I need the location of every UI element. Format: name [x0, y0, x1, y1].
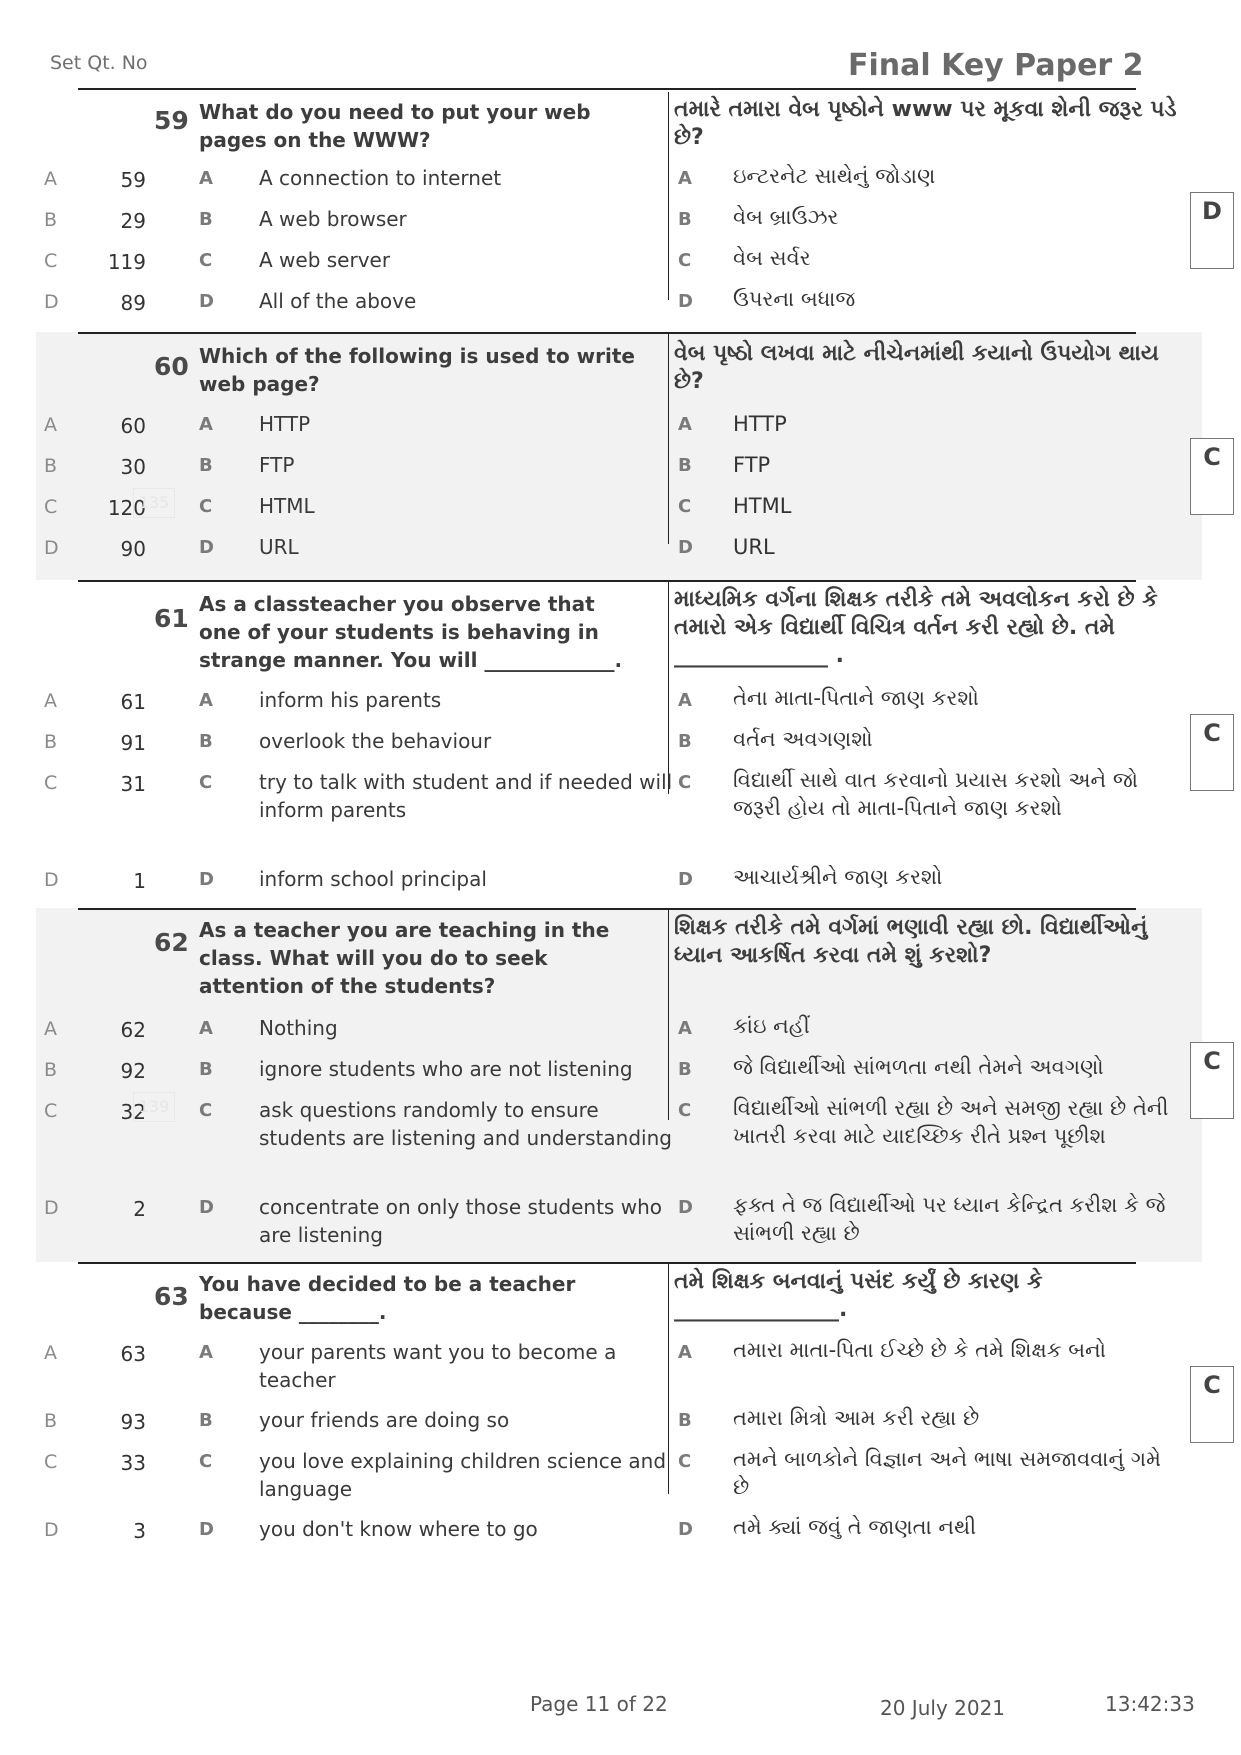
option-letter: D: [199, 291, 214, 312]
option-text-gu: તમારા માતા-પિતા ઈચ્છે છે કે તમે શિક્ષક બનો: [733, 1338, 1106, 1362]
option-letter: C: [199, 772, 213, 793]
set-question-number: 120: [107, 496, 146, 520]
question-rule: [78, 332, 1136, 334]
option-text-en: try to talk with student and if needed will inform parents: [259, 770, 673, 822]
set-label: B: [44, 209, 58, 231]
set-question-number: 2: [133, 1197, 146, 1221]
option-letter: D: [199, 869, 214, 890]
answer-key-box: [1190, 714, 1234, 791]
set-label: C: [44, 1100, 58, 1122]
question-block: [36, 1262, 1221, 1562]
set-question-number: 30: [120, 455, 146, 479]
option-letter: C: [199, 496, 213, 517]
set-qt-no-label: Set Qt. No: [50, 52, 148, 74]
question-text-en: You have decided to be a teacher because ________.: [199, 1272, 576, 1324]
option-letter-gu: A: [678, 690, 692, 711]
option-text-en: FTP: [259, 453, 295, 477]
option-text-en: All of the above: [259, 289, 417, 313]
question-number: 63: [154, 1282, 189, 1311]
question-rule: [78, 1262, 1136, 1264]
page-title: Final Key Paper 2: [848, 48, 1144, 83]
set-label: D: [44, 537, 59, 559]
option-letter-gu: C: [678, 772, 692, 793]
option-letter: B: [199, 731, 213, 752]
question-text-gu: તમે શિક્ષક બનવાનું પસંદ કર્યું છે કારણ કે _______________.: [674, 1269, 1043, 1322]
set-question-number: 93: [120, 1410, 146, 1434]
option-letter-gu: A: [678, 1018, 692, 1039]
option-letter: B: [199, 1410, 213, 1431]
option-letter-gu: C: [678, 1451, 692, 1472]
answer-key-box: [1190, 1366, 1234, 1443]
set-question-number: 31: [120, 772, 146, 796]
faint-number: 139: [133, 1092, 175, 1122]
footer-time: 13:42:33: [1105, 1692, 1195, 1716]
question-text-gu: શિક્ષક તરીકે તમે વર્ગમાં ભણાવી રહ્યા છો. વિદ્યાર્થીઓનું ધ્યાન આકર્ષિત કરવા તમે શું કરશો?: [674, 915, 1148, 968]
option-text-gu: ઉપરના બધાજ: [733, 287, 856, 311]
question-block: [36, 90, 1222, 332]
option-text-gu: વેબ બ્રાઉઝર: [733, 205, 839, 229]
option-letter: B: [199, 1059, 213, 1080]
option-letter-gu: A: [678, 414, 692, 435]
question-block: [36, 332, 1221, 580]
set-question-number: 63: [120, 1342, 146, 1366]
question-number: 62: [154, 928, 189, 957]
set-label: D: [44, 1519, 59, 1541]
set-label: A: [44, 168, 57, 190]
answer-key: C: [1203, 443, 1221, 471]
set-question-number: 119: [107, 250, 146, 274]
answer-key: C: [1203, 719, 1221, 747]
faint-number: 135: [133, 488, 175, 518]
set-label: A: [44, 690, 57, 712]
option-letter-gu: D: [678, 1519, 693, 1540]
option-letter-gu: D: [678, 869, 693, 890]
answer-key-box: [1190, 1042, 1234, 1119]
question-block: [36, 580, 1221, 908]
option-text-en: HTML: [259, 494, 315, 518]
option-letter: D: [199, 537, 214, 558]
option-letter-gu: B: [678, 1059, 692, 1080]
set-question-number: 62: [120, 1018, 146, 1042]
question-text-gu: તમારે તમારા વેબ પૃષ્ઠોને www પર મૂકવા શેની જરૂર પડે છે?: [674, 97, 1177, 150]
set-label: A: [44, 1018, 57, 1040]
set-label: A: [44, 1342, 57, 1364]
option-letter-gu: D: [678, 291, 693, 312]
option-letter: C: [199, 250, 213, 271]
option-text-gu: ઇન્ટરનેટ સાથેનું જોડાણ: [733, 164, 936, 188]
question-rule: [78, 908, 1136, 910]
option-text-en: ask questions randomly to ensure students are listening and understanding: [259, 1098, 672, 1150]
option-letter: A: [199, 690, 213, 711]
set-question-number: 61: [120, 690, 146, 714]
set-question-number: 89: [120, 291, 146, 315]
option-text-en: A web browser: [259, 207, 407, 231]
option-text-gu: તેના માતા-પિતાને જાણ કરશો: [733, 686, 979, 710]
option-text-en: A web server: [259, 248, 391, 272]
option-text-en: A connection to internet: [259, 166, 502, 190]
page-number: Page 11 of 22: [530, 1692, 668, 1716]
option-letter-gu: B: [678, 209, 692, 230]
option-text-gu: URL: [733, 535, 775, 559]
option-letter: A: [199, 1342, 213, 1363]
option-letter: C: [199, 1100, 213, 1121]
set-question-number: 91: [120, 731, 146, 755]
set-label: D: [44, 291, 59, 313]
set-label: C: [44, 496, 58, 518]
option-text-gu: FTP: [733, 453, 771, 477]
option-text-gu: વેબ સર્વર: [733, 246, 811, 270]
option-letter-gu: A: [678, 168, 692, 189]
question-block: [36, 908, 1221, 1262]
option-letter-gu: B: [678, 455, 692, 476]
set-question-number: 33: [120, 1451, 146, 1475]
option-text-en: your friends are doing so: [259, 1408, 510, 1432]
set-label: C: [44, 1451, 58, 1473]
question-number: 59: [154, 106, 189, 135]
set-question-number: 92: [120, 1059, 146, 1083]
set-label: C: [44, 772, 58, 794]
option-text-en: Nothing: [259, 1016, 338, 1040]
option-letter: B: [199, 455, 213, 476]
option-text-en: you don't know where to go: [259, 1517, 538, 1541]
footer-date: 20 July 2021: [880, 1696, 1006, 1720]
option-letter: A: [199, 414, 213, 435]
option-letter-gu: B: [678, 731, 692, 752]
option-text-gu: કાંઇ નહીં: [733, 1014, 810, 1038]
option-text-gu: ફક્ત તે જ વિદ્યાર્થીઓ પર ધ્યાન કેન્દ્રિત કરીશ કે જે સાંભળી રહ્યા છે: [733, 1193, 1166, 1245]
option-letter-gu: B: [678, 1410, 692, 1431]
option-letter: D: [199, 1197, 214, 1218]
option-letter-gu: A: [678, 1342, 692, 1363]
option-text-en: HTTP: [259, 412, 311, 436]
option-letter-gu: C: [678, 250, 692, 271]
option-text-gu: આચાર્યશ્રીને જાણ કરશો: [733, 865, 943, 889]
option-text-en: you love explaining children science and language: [259, 1449, 667, 1501]
option-letter-gu: D: [678, 1197, 693, 1218]
question-rule: [78, 580, 1136, 582]
question-number: 60: [154, 352, 189, 381]
option-text-gu: તમને બાળકોને વિજ્ઞાન અને ભાષા સમજાવવાનું ગમે છે: [733, 1447, 1161, 1499]
option-text-gu: તમે ક્યાં જવું તે જાણતા નથી: [733, 1515, 977, 1539]
option-letter: B: [199, 209, 213, 230]
question-text-gu: વેબ પૃષ્ઠો લખવા માટે નીચેનમાંથી કયાનો ઉપયોગ થાય છે?: [674, 341, 1159, 394]
set-label: B: [44, 455, 58, 477]
option-letter: A: [199, 1018, 213, 1039]
answer-key-box: [1190, 438, 1234, 515]
set-label: B: [44, 731, 58, 753]
set-question-number: 1: [133, 869, 146, 893]
option-text-en: inform school principal: [259, 867, 487, 891]
set-label: C: [44, 250, 58, 272]
option-text-gu: HTTP: [733, 412, 787, 436]
option-text-gu: વિદ્યાર્થી સાથે વાત કરવાનો પ્રયાસ કરશો અને જો જરૂરી હોય તો માતા-પિતાને જાણ કરશો: [733, 768, 1138, 820]
answer-key-box: [1190, 192, 1234, 269]
answer-key: D: [1202, 197, 1222, 225]
question-text-en: As a classteacher you observe that one of your students is behaving in strange manner. You will _____________.: [199, 592, 623, 672]
question-text-en: As a teacher you are teaching in the class. What will you do to seek attention of the students?: [199, 918, 610, 998]
question-text-en: What do you need to put your web pages on the WWW?: [199, 100, 591, 152]
option-letter: D: [199, 1519, 214, 1540]
option-text-en: concentrate on only those students who are listening: [259, 1195, 662, 1247]
question-text-gu: માધ્યમિક વર્ગના શિક્ષક તરીકે તમે અવલોકન કરો છે કે તમારો એક વિદ્યાર્થી વિચિત્ર વર્તન કરી રહ્યો છે. તમે ______________ .: [674, 587, 1158, 668]
option-letter-gu: C: [678, 496, 692, 517]
question-text-en: Which of the following is used to write web page?: [199, 344, 635, 396]
question-number: 61: [154, 604, 189, 633]
set-label: D: [44, 869, 59, 891]
option-text-en: ignore students who are not listening: [259, 1057, 633, 1081]
set-label: B: [44, 1410, 58, 1432]
set-question-number: 59: [120, 168, 146, 192]
option-letter: C: [199, 1451, 213, 1472]
set-question-number: 90: [120, 537, 146, 561]
option-text-en: URL: [259, 535, 299, 559]
option-letter: A: [199, 168, 213, 189]
option-letter-gu: C: [678, 1100, 692, 1121]
option-text-gu: વિદ્યાર્થીઓ સાંભળી રહ્યા છે અને સમજી રહ્યા છે તેની ખાતરી કરવા માટે યાદચ્છિક રીતે પ્રશ્ન પૂછીશ: [733, 1096, 1169, 1148]
set-question-number: 32: [120, 1100, 146, 1124]
answer-key: C: [1203, 1371, 1221, 1399]
option-letter-gu: D: [678, 537, 693, 558]
option-text-en: your parents want you to become a teacher: [259, 1340, 617, 1392]
set-label: B: [44, 1059, 58, 1081]
set-question-number: 29: [120, 209, 146, 233]
set-question-number: 3: [133, 1519, 146, 1543]
set-label: D: [44, 1197, 59, 1219]
option-text-en: inform his parents: [259, 688, 442, 712]
option-text-en: overlook the behaviour: [259, 729, 492, 753]
answer-key: C: [1203, 1047, 1221, 1075]
set-label: A: [44, 414, 57, 436]
set-question-number: 60: [120, 414, 146, 438]
option-text-gu: HTML: [733, 494, 792, 518]
option-text-gu: જે વિદ્યાર્થીઓ સાંભળતા નથી તેમને અવગણો: [733, 1055, 1104, 1079]
option-text-gu: તમારા મિત્રો આમ કરી રહ્યા છે: [733, 1406, 980, 1430]
option-text-gu: વર્તન અવગણશો: [733, 727, 873, 751]
